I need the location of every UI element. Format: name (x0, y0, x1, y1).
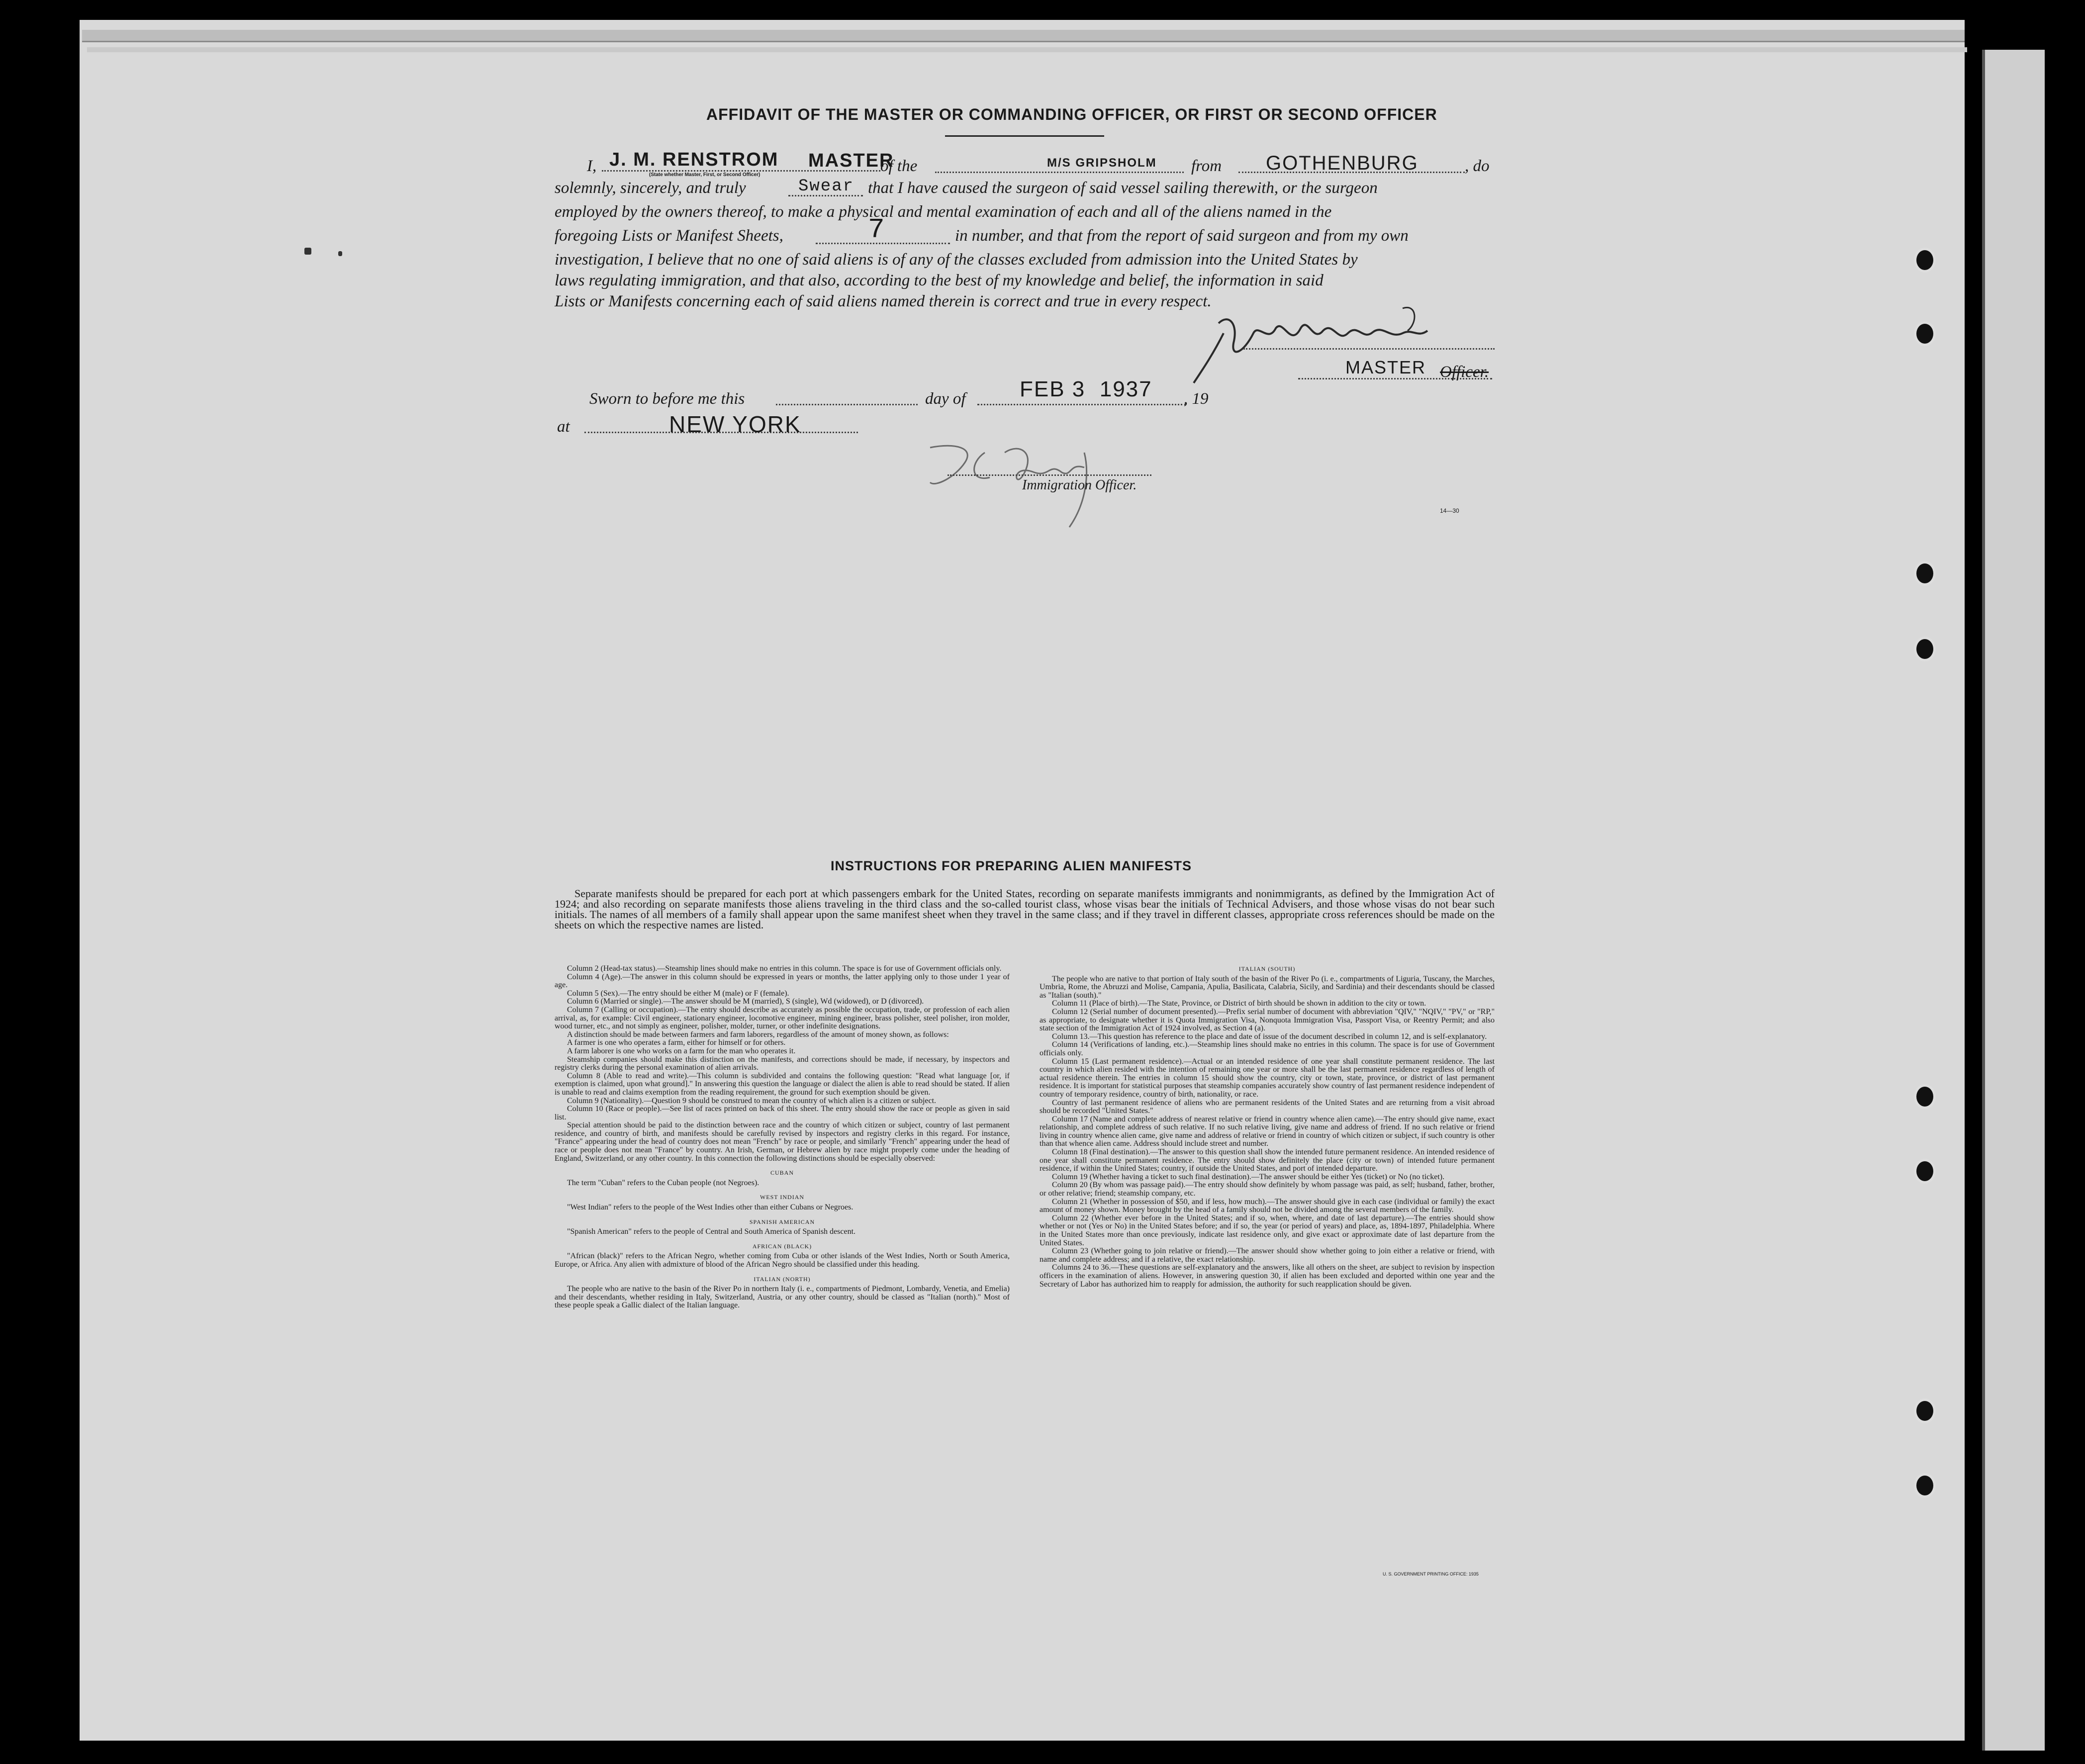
instruction-paragraph: Column 9 (Nationality).—Question 9 should be construed to mean the country of which alien is a citizen or subject. (567, 1096, 937, 1105)
punch-hole-icon (1914, 321, 1936, 346)
heading-african: AFRICAN (BLACK) (752, 1242, 812, 1250)
form-code: 14—30 (1440, 507, 1459, 514)
instruction-paragraph: Column 17 (Name and complete address of nearest relative or friend in country whence alien came).—The entry should give name, exact relationship, and complete address of such relative. If no such relative living, give name and address of friend. If no such relative or friend living in country whence alien came, give name and address of relative or friend in country of which citizen or subject, if such country is other than that whence alien came. Address should include street and number. (1040, 1114, 1495, 1148)
immigration-officer-underline (948, 474, 1151, 476)
instruction-paragraph: Column 14 (Verifications of landing, etc.).—Steamship lines should make no entries in this column. The space is for use of Government officials only. (1040, 1040, 1495, 1057)
officer-rank: MASTER (808, 150, 894, 171)
instruction-paragraph: Steamship companies should make this distinction on the manifests, and corrections should be made, if necessary, by inspectors and registry clerks during the personal examination of alien arrivals. (555, 1055, 1010, 1072)
printer-imprint: U. S. GOVERNMENT PRINTING OFFICE: 1935 (1383, 1572, 1479, 1577)
instruction-paragraph: Column 2 (Head-tax status).—Steamship lines should make no entries in this column. The space is for use of Government officials only. (567, 964, 1002, 973)
affidavit-line-2b: that I have caused the surgeon of said vessel sailing therewith, or the surgeon (868, 179, 1378, 197)
sheet-edge-line (87, 47, 1967, 52)
instruction-paragraph: Column 20 (By whom was passage paid).—The entry should show definitely by whom passage was paid, as self; husband, father, brother, or other relative; friend; steamship company, etc. (1040, 1181, 1495, 1198)
instruction-paragraph: Column 13.—This question has reference to the place and date of issue of the document described in column 12, and is self-explanatory. (1052, 1032, 1487, 1041)
instruction-paragraph: Column 19 (Whether having a ticket to such final destination).—The answer should be either Yes (ticket) or No (no ticket). (1052, 1172, 1445, 1181)
year-prefix: , 19 (1184, 390, 1209, 408)
signer-rank: MASTER (1345, 357, 1426, 377)
instruction-paragraph: Column 21 (Whether in possession of $50, and if less, how much).—The answer should give in each case (individual or family) the exact amount of money shown. Money brought by the head of a family should not be divided among the several members of the family. (1040, 1197, 1495, 1214)
title-divider (945, 135, 1104, 137)
sworn-place: NEW YORK (669, 411, 801, 437)
instruction-paragraph: A farm laborer is one who works on a farm for the man who operates it. (567, 1046, 796, 1055)
signature-underline (1243, 348, 1495, 350)
instructions-right-column (1040, 965, 1495, 1289)
instruction-paragraph: A distinction should be made between farmers and farm laborers, regardless of the amount of money shown, as follows: (567, 1030, 949, 1039)
instructions-title: INSTRUCTIONS FOR PREPARING ALIEN MANIFESTS (831, 858, 1192, 873)
instruction-paragraph: Column 10 (Race or people).—See list of races printed on back of this sheet. The entry should show the race or people as given in said list. (555, 1105, 1010, 1121)
instruction-paragraph: Column 23 (Whether going to join relative or friend).—The answer should show whether going to join either a relative or friend, with name and complete address; and if a relative, the exact relationship. (1040, 1247, 1495, 1264)
instruction-paragraph: Column 22 (Whether ever before in the United States; and if so, when, where, and date of last departure).—The entries should show whether or not (Yes or No) in the United States before; and if so, the year (or period of years) and place, as, 1894-1897, Philadelphia. Where in the United States more than once previously, indicate last residence only, and give exact or approximate date of last departure from the United States. (1040, 1213, 1495, 1247)
punch-hole-icon (1914, 561, 1936, 586)
oath-word: Swear (798, 177, 854, 196)
vessel-name: M/S GRIPSHOLM (1047, 156, 1157, 170)
instruction-paragraph: Column 6 (Married or single).—The answer should be M (married), S (single), Wd (widowed), or D (divorced). (567, 997, 924, 1006)
affidavit-title: AFFIDAVIT OF THE MASTER OR COMMANDING OFFICER, OR FIRST OR SECOND OFFICER (706, 105, 1437, 123)
punch-hole-icon (1914, 1084, 1936, 1109)
sworn-date: FEB 3 1937 (1020, 377, 1152, 401)
immigration-officer-label: Immigration Officer. (1022, 477, 1137, 493)
sworn-day-underline (776, 404, 918, 405)
heading-italian-north: ITALIAN (NORTH) (754, 1275, 811, 1283)
affidavit-line-6: laws regulating immigration, and that also, according to the best of my knowledge and belief, the information in said (555, 272, 1324, 289)
instruction-paragraph: "West Indian" refers to the people of the West Indies other than either Cubans or Negroes. (567, 1203, 853, 1212)
instruction-paragraph: Column 11 (Place of birth).—The State, Province, or District of birth should be shown in addition to the city or town. (1052, 999, 1426, 1008)
sheet-count: 7 (868, 214, 886, 246)
sheet-top-edge (82, 30, 1965, 42)
affidavit-line-4a: foregoing Lists or Manifest Sheets, (555, 227, 783, 245)
sworn-label: Sworn to before me this (589, 390, 745, 408)
heading-cuban: CUBAN (770, 1169, 794, 1177)
instruction-paragraph: Column 15 (Last permanent residence).—Actual or an intended residence of one year shall constitute permanent residence. The last country in which alien resided with the intention of remaining one year or more shall be the last permanent residence regardless of length of actual residence therein. The entries in column 15 should show the country, city or town, state, province, or district of last permanent residence. It is important for statistical purposes that steamship companies accurately show country of last permanent residence independent of country of temporary residence, country of birth, nationality, or race. (1040, 1057, 1495, 1099)
instruction-paragraph: Column 18 (Final destination).—The answer to this question shall show the intended future permanent residence. An intended residence of one year shall constitute permanent residence. The entry should show definitely the place (city or town) of intended future permanent residence, if within the United States; country, if outside the United States, and port of intended departure. (1040, 1148, 1495, 1173)
heading-italian-south: ITALIAN (SOUTH) (1238, 965, 1296, 972)
punch-hole-icon (1914, 1398, 1936, 1423)
instruction-paragraph: The people who are native to the basin of the River Po in northern Italy (i. e., compartments of Piedmont, Lombardy, Venetia, and Emelia) and their descendants, whether residing in Italy, Switzerland, Austria, or any other country, should be classed as "Italian (north)." Most of these people speak a Gallic dialect of the Italian language. (555, 1285, 1010, 1310)
instruction-paragraph: "Spanish American" refers to the people of Central and South America of Spanish descent. (567, 1227, 856, 1236)
heading-west-indian: WEST INDIAN (759, 1194, 805, 1201)
officer-label: Officer. (1440, 363, 1489, 381)
instruction-paragraph: Column 5 (Sex).—The entry should be either M (male) or F (female). (567, 989, 789, 998)
punch-hole-icon (1914, 248, 1936, 273)
instructions-left-column (555, 965, 1010, 1310)
instruction-paragraph: "African (black)" refers to the African Negro, whether coming from Cuba or other islands of the West Indies, North or South America, Europe, or Africa. Any alien with admixture of blood of the African Negro should be classified under this heading. (555, 1252, 1010, 1269)
affidavit-line-7: Lists or Manifests concerning each of said aliens named therein is correct and true in every respect. (555, 292, 1212, 310)
affidavit-line-5: investigation, I believe that no one of said aliens is of any of the classes excluded from admission into the United States by (555, 251, 1358, 269)
from-label: from (1191, 157, 1222, 175)
punch-hole-icon (1914, 1159, 1936, 1184)
ink-speck (304, 248, 311, 255)
instruction-paragraph: The term "Cuban" refers to the Cuban people (not Negroes). (567, 1178, 759, 1187)
instruction-paragraph: Column 4 (Age).—The answer in this column should be expressed in years or months, the latter applying only to those under 1 year of age. (555, 972, 1010, 990)
affidavit-line-4b: in number, and that from the report of said surgeon and from my own (955, 227, 1409, 245)
instruction-paragraph: Column 12 (Serial number of document presented).—Prefix serial number of document with abbreviation "QIV," "NQIV," "PV," or "RP," as appropriate, to designate whether it is Quota Immigration Visa, Nonquota Immigration Visa, Passport Visa, or Reentry Permit; and also state section of the Immigration Act of 1924 involved, as Section 4 (a). (1040, 1007, 1495, 1033)
master-name: J. M. RENSTROM (609, 149, 779, 170)
affidavit-i-label: I, (587, 157, 597, 175)
heading-spanish-american: SPANISH AMERICAN (749, 1218, 815, 1225)
ink-speck (338, 251, 342, 256)
instructions-intro: Separate manifests should be prepared for each port at which passengers embark for the United States, recording on separate manifests immigrants and nonimmigrants, as defined by the Immigration Act of 1924; and also recording on separate manifests those aliens traveling in the third class and the so-called tourist class, whose visas bear the initials of Technical Advisers, and those whose visas do not bear such initials. The names of all members of a family shall appear upon the same manifest sheet when they travel in the same class; and if they travel in different classes, appropriate cross references should be made on the sheets on which the respective names are listed. (555, 887, 1495, 931)
at-label: at (557, 418, 570, 436)
binding-strip (1982, 50, 2045, 1751)
instruction-paragraph: Special attention should be paid to the distinction between race and the country of which citizen or subject, country of last permanent residence, and country of birth, and manifests should be carefully revised by inspectors and registry clerks in this regard. For instance, "France" appearing under the head of country does not mean "French" by race or people, and similarly "French" appearing under the head of race or people does not mean "France" by country. An Irish, German, or Hebrew alien by race might properly come under the heading of England, Switzerland, or any other country. In this connection the following distinctions should be especially observed: (555, 1121, 1010, 1163)
do-label: , do (1465, 157, 1490, 175)
vessel-underline (935, 172, 1184, 173)
instruction-paragraph: A farmer is one who operates a farm, either for himself or for others. (567, 1038, 786, 1047)
instruction-paragraph: The people who are native to that portion of Italy south of the basin of the River Po (i. e., compartments of Liguria, Tuscany, the Marches, Umbria, Rome, the Abruzzi and Molise, Campania, Apulia, Basilicata, Calabria, Sicily, and Sardinia) and their descendants should be classed as "Italian (south)." (1040, 974, 1495, 1000)
of-the-label: of the (880, 157, 918, 175)
instruction-paragraph: Column 8 (Able to read and write).—This column is subdivided and contains the following question: "Read what language [or, if exemption is claimed, upon what ground]." In answering this question the language or dialect the alien is able to read should be stated. If alien is unable to read and claims exemption from the reading requirement, the ground for such exemption should be given. (555, 1071, 1010, 1097)
instruction-paragraph: Country of last permanent residence of aliens who are permanent residents of the United States and are returning from a visit abroad should be recorded "United States." (1040, 1098, 1495, 1115)
departure-port: GOTHENBURG (1266, 152, 1419, 174)
affidavit-line-3: employed by the owners thereof, to make a physical and mental examination of each and all of the aliens named in the (555, 203, 1332, 221)
punch-hole-icon (1914, 637, 1936, 661)
affidavit-line-2a: solemnly, sincerely, and truly (555, 179, 746, 197)
day-of-label: day of (925, 390, 966, 408)
instruction-paragraph: Columns 24 to 36.—These questions are self-explanatory and the answers, like all others on the sheet, are subject to revision by inspection officers in the examination of aliens. However, in answering question 30, if alien has been excluded and deported within one year and the Secretary of Labor has authorized him to reapply for admission, the authority for such reapplication should be given. (1040, 1263, 1495, 1289)
instruction-paragraph: Column 7 (Calling or occupation).—The entry should describe as accurately as possible the occupation, trade, or profession of each alien arrival, as, for example: Civil engineer, stationary engineer, locomotive engineer, mining engineer, brass polisher, steel polisher, iron molder, wood turner, etc., and not simply as engineer, polisher, molder, turner, or other indefinite designations. (555, 1005, 1010, 1031)
officer-rank-note: (State whether Master, First, or Second Officer) (649, 172, 760, 178)
date-underline (977, 404, 1186, 405)
punch-hole-icon (1914, 1473, 1936, 1498)
